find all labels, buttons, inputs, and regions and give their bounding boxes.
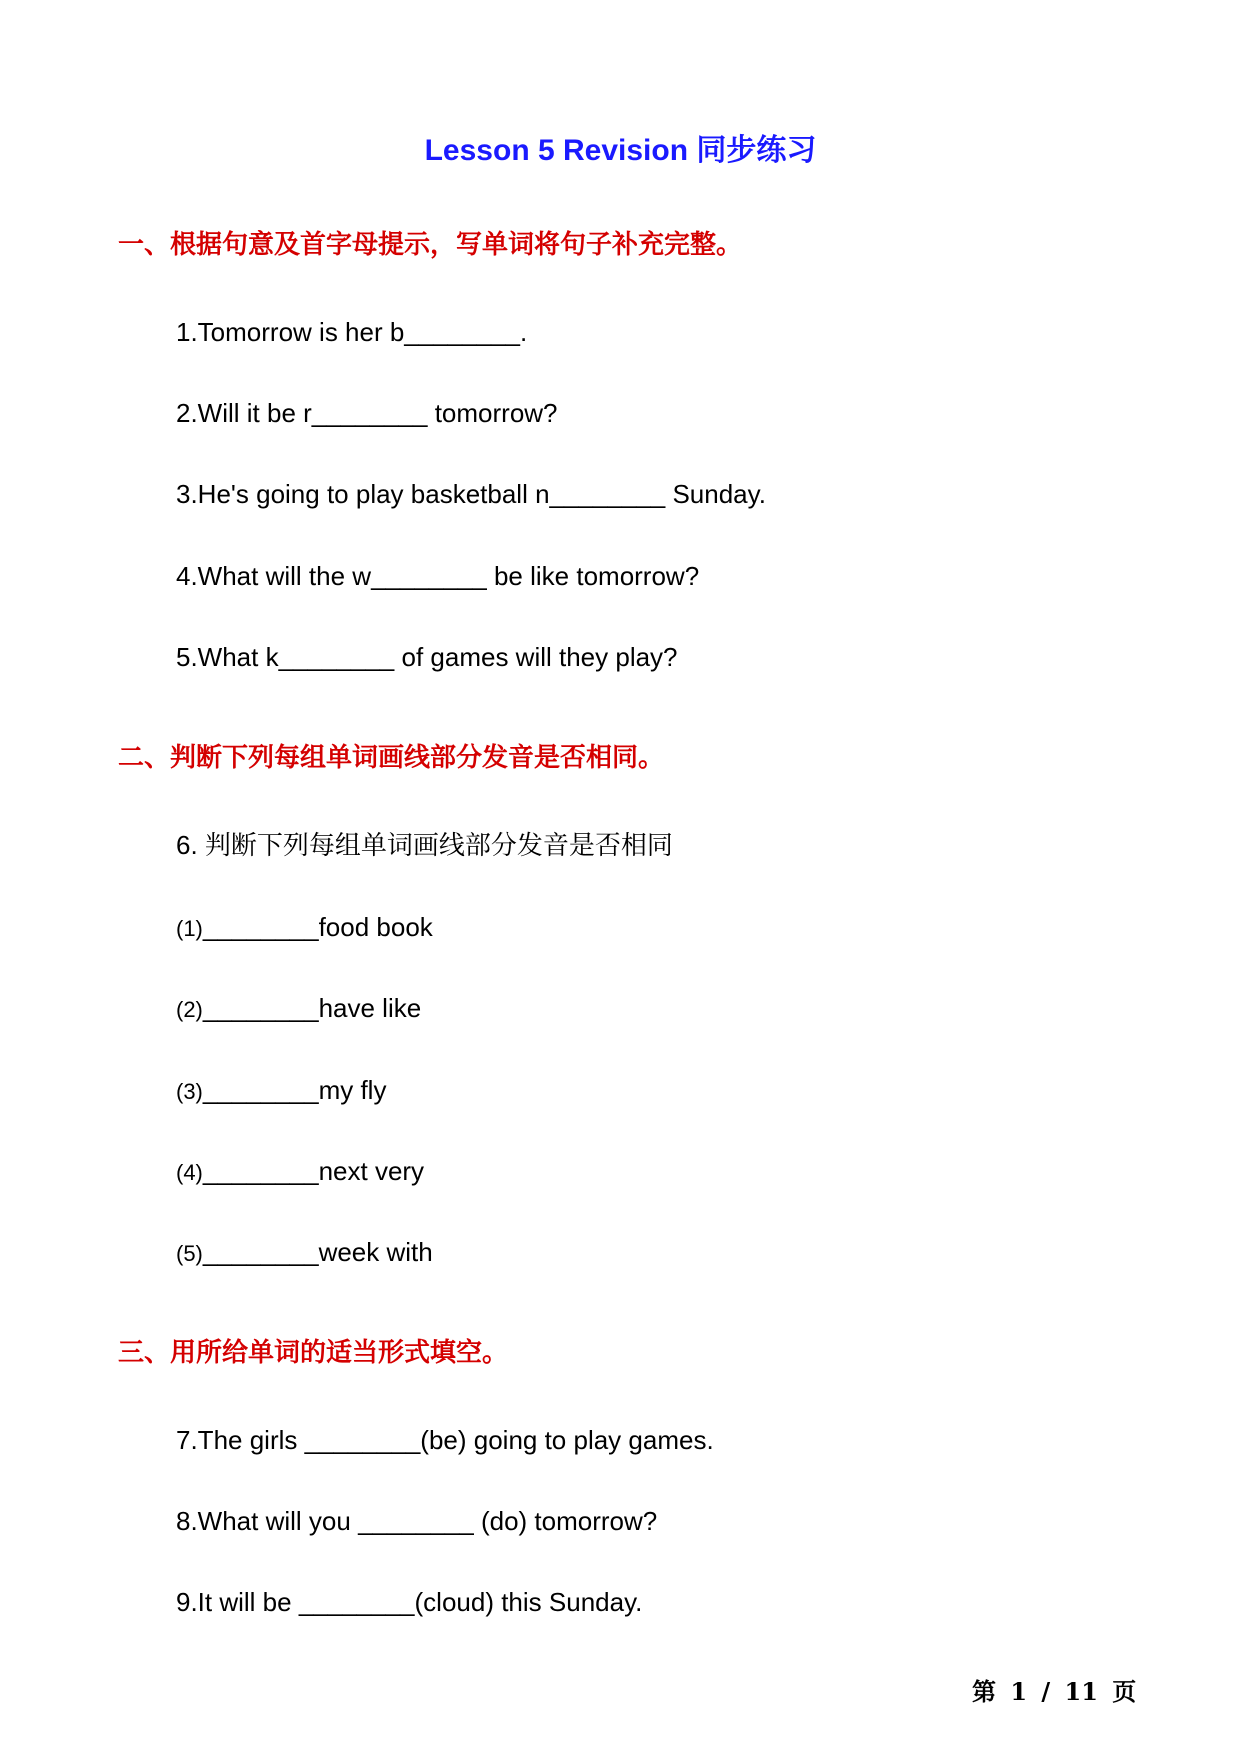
page-number: 第 1 / 11 页 <box>972 1677 1137 1706</box>
sub-question-text: ________next very <box>202 1156 425 1186</box>
question-5: 5.What k________ of games will they play? <box>176 642 678 672</box>
question-4: 4.What will the w________ be like tomorrow? <box>176 561 700 591</box>
sub-question-number: (3) <box>176 1079 203 1104</box>
question-9: 9.It will be ________(cloud) this Sunday. <box>176 1587 643 1617</box>
sub-question-text: ________food book <box>202 912 433 942</box>
sub-question-number: (1) <box>176 916 203 941</box>
sub-question-5 <box>176 1236 433 1270</box>
document-title: Lesson 5 Revision 同步练习 <box>424 134 817 167</box>
sub-question-3 <box>176 1074 386 1108</box>
question-7: 7.The girls ________(be) going to play games. <box>176 1425 714 1455</box>
section-heading-2: 二、判断下列每组单词画线部分发音是否相同。 <box>118 743 665 773</box>
sub-question-number: (4) <box>176 1160 203 1185</box>
question-1: 1.Tomorrow is her b________. <box>176 317 528 347</box>
sub-question-text: ________week with <box>202 1237 433 1267</box>
sub-question-text: ________have like <box>202 993 422 1023</box>
sub-question-text: ________my fly <box>202 1075 387 1105</box>
sub-question-2 <box>176 992 421 1026</box>
sub-question-number: (5) <box>176 1241 203 1266</box>
sub-question-number: (2) <box>176 997 203 1022</box>
question-3: 3.He's going to play basketball n________ Sunday. <box>176 479 766 509</box>
sub-question-1 <box>176 911 433 945</box>
section-heading-3: 三、用所给单词的适当形式填空。 <box>118 1338 509 1368</box>
section-heading-1: 一、根据句意及首字母提示，写单词将句子补充完整。 <box>118 230 743 260</box>
sub-question-4 <box>176 1155 424 1189</box>
question-8: 8.What will you ________ (do) tomorrow? <box>176 1506 658 1536</box>
question-6: 6. 判断下列每组单词画线部分发音是否相同 <box>176 830 673 860</box>
question-2: 2.Will it be r________ tomorrow? <box>176 398 558 428</box>
